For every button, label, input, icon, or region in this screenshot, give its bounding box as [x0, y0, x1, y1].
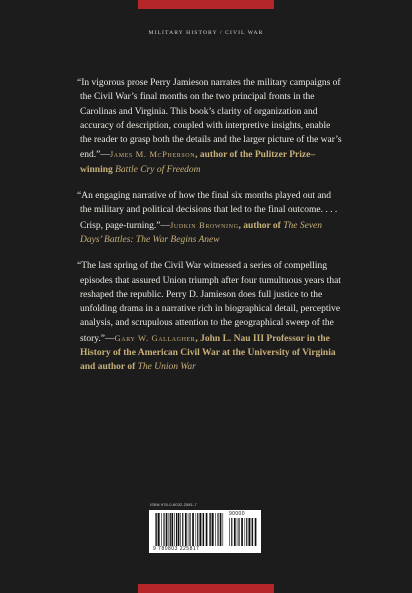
barcode-bar [241, 518, 243, 546]
barcode-bar [206, 513, 208, 546]
barcode-bar [223, 513, 224, 546]
barcode-bar [255, 518, 257, 546]
quote-author: Gary W. Gallagher [114, 332, 196, 343]
barcode-bar [155, 513, 156, 546]
barcode-digits: 9 780803 225817 [153, 546, 200, 552]
quote-author: James M. McPherson [109, 149, 196, 160]
barcode-bar [199, 513, 201, 546]
barcode-bar [161, 513, 162, 546]
barcode-bar [252, 518, 253, 546]
barcode-bar [169, 513, 170, 546]
barcode-price-code: 90000 [229, 511, 245, 517]
quote-credit: , author of the Pulitzer Prize–winning [80, 150, 316, 175]
barcode-bar [202, 513, 203, 546]
barcode-bar [215, 513, 216, 546]
quote-author: Judkin Browning [169, 219, 239, 230]
quote-credit: , John L. Nau III Professor in the History of the American Civil War at the University of Virginia and author of [80, 333, 336, 373]
isbn-text: ISBN 978-0-8032-2581-7 [150, 503, 197, 507]
barcode-bar [210, 513, 211, 546]
barcode-bar [217, 513, 218, 546]
barcode-bar [189, 513, 190, 546]
barcode-bar [170, 513, 171, 546]
barcode-bar [192, 513, 194, 546]
barcode-bar [203, 513, 204, 546]
barcode-bar [174, 513, 175, 546]
barcode-bar [163, 513, 164, 546]
barcode-bar [196, 513, 197, 546]
barcode-bar [212, 513, 214, 546]
barcode-bar [182, 513, 183, 546]
barcode-bar [234, 518, 236, 546]
quote-dash: — [104, 333, 115, 344]
barcode-bar [220, 513, 222, 546]
barcode-bar [251, 518, 252, 546]
top-red-bar [138, 0, 274, 9]
quote-book-title: The Seven Days’ Battles: The War Begins Anew [80, 220, 323, 245]
quote-text: “An engaging narrative of how the final six months played out and the military and political decisions that led to the final outcome. . . . Crisp, page-turning.” [77, 191, 338, 231]
barcode-bar [246, 518, 247, 546]
barcode-bar [185, 513, 187, 546]
bottom-red-bar [138, 584, 274, 593]
barcode-bar [237, 518, 238, 546]
blurb-quote [77, 259, 342, 374]
quote-dash: — [160, 220, 170, 231]
barcode-bar [197, 513, 198, 546]
blurb-quote [77, 189, 342, 247]
category-label: MILITARY HISTORY / CIVIL WAR [148, 30, 264, 36]
barcode-bar [158, 513, 160, 546]
quote-text: “The last spring of the Civil War witnessed a series of compelling episodes that assured Union triumph after four tumultuous years that reshaped the republic. Perry D. Jamieson does full justice to the unfolding drama in a narrative rich in biographical detail, perceptive analysis, and scrupulous attention to the geographical sweep of the story.” [77, 261, 341, 344]
quote-text: “In vigorous prose Perry Jamieson narrates the military campaigns of the Civil War’s final months on the two principal fronts in the Carolinas and Virginia. This book’s clarity of organization and accuracy of description, coupled with interpretive insights, enable the reader to grasp both the details and the larger picture of the war’s end.” [77, 78, 342, 161]
barcode-bar [248, 518, 250, 546]
barcode-bar [156, 513, 157, 546]
blurb-list [77, 76, 342, 387]
barcode-bar [180, 513, 181, 546]
barcode-bar [245, 518, 246, 546]
barcode-bar [238, 518, 239, 546]
barcode-bar [231, 518, 232, 546]
barcode-bar [229, 518, 230, 546]
quote-book-title: Battle Cry of Freedom [115, 164, 201, 175]
barcode-bar [171, 513, 173, 546]
blurb-quote [77, 76, 342, 177]
quote-book-title: The Union War [137, 362, 196, 373]
quote-dash: — [100, 150, 110, 161]
barcode-bar [209, 513, 210, 546]
barcode-bar [188, 513, 189, 546]
barcode-bar [166, 513, 168, 546]
barcode-bar [178, 513, 180, 546]
barcode [149, 510, 261, 553]
quote-credit: , author of [238, 220, 284, 231]
barcode-bar [176, 513, 177, 546]
